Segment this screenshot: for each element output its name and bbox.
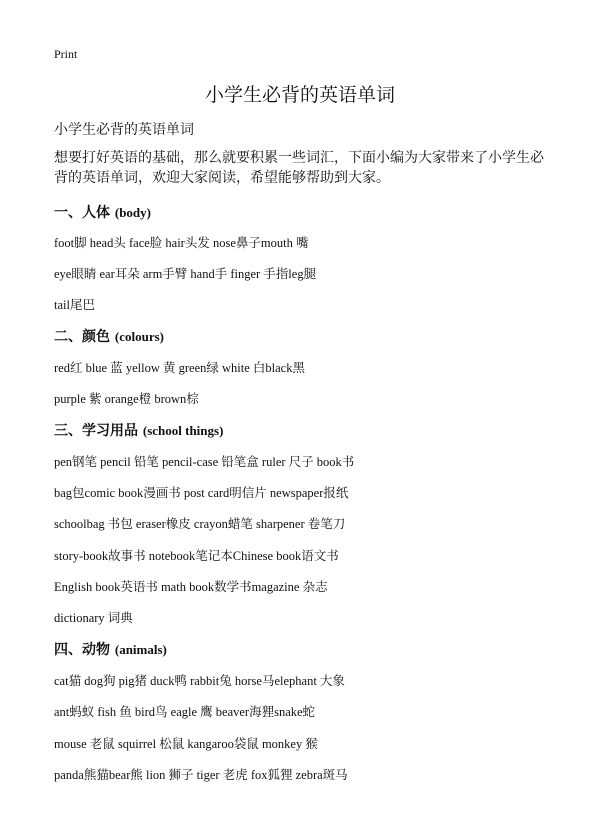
vocab-line: foot脚 head头 face脸 hair头发 nose鼻子mouth 嘴 — [54, 236, 309, 250]
vocab-line: English book英语书 math book数学书magazine 杂志 — [54, 580, 328, 594]
vocab-line: panda熊猫bear熊 lion 狮子 tiger 老虎 fox狐狸 zebra斑马 — [54, 768, 348, 782]
heading-cn: 一、人体 — [54, 205, 110, 221]
vocab-line: purple 紫 orange橙 brown棕 — [54, 392, 199, 406]
vocab-line: dictionary 词典 — [54, 611, 133, 625]
vocab-line: ant蚂蚁 fish 鱼 bird鸟 eagle 鹰 beaver海狸snake蛇 — [54, 705, 316, 719]
intro-paragraph: 想要打好英语的基础，那么就要积累一些词汇，下面小编为大家带来了小学生必背的英语单词，欢迎大家阅读，希望能够帮助到大家。 — [54, 150, 544, 186]
vocab-line: story-book故事书 notebook笔记本Chinese book语文书 — [54, 549, 339, 563]
print-label[interactable]: Print — [54, 47, 78, 61]
heading-cn: 二、颜色 — [54, 329, 110, 345]
article-subtitle: 小学生必背的英语单词 — [54, 122, 194, 138]
heading-en: (colours) — [114, 329, 164, 344]
vocab-line: bag包comic book漫画书 post card明信片 newspaper报纸 — [54, 486, 349, 500]
section-heading-school-things — [54, 420, 223, 440]
vocab-line: pen钢笔 pencil 铅笔 pencil-case 铅笔盒 ruler 尺子 book书 — [54, 455, 355, 469]
vocab-line: schoolbag 书包 eraser橡皮 crayon蜡笔 sharpener 卷笔刀 — [54, 517, 346, 531]
section-heading-animals — [54, 639, 167, 659]
heading-en: (school things) — [142, 423, 224, 438]
section-heading-colours — [54, 326, 164, 346]
heading-en: (animals) — [114, 642, 167, 657]
vocab-line: mouse 老鼠 squirrel 松鼠 kangaroo袋鼠 monkey 猴 — [54, 737, 318, 751]
vocab-line: eye眼睛 ear耳朵 arm手臂 hand手 finger 手指leg腿 — [54, 267, 317, 281]
vocab-line: cat猫 dog狗 pig猪 duck鸭 rabbit兔 horse马elephant 大象 — [54, 674, 345, 688]
vocab-line: tail尾巴 — [54, 298, 95, 312]
page-title: 小学生必背的英语单词 — [204, 84, 395, 106]
heading-cn: 三、学习用品 — [54, 423, 138, 439]
section-heading-body — [54, 202, 151, 222]
heading-cn: 四、动物 — [54, 642, 110, 658]
vocab-line: red红 blue 蓝 yellow 黄 green绿 white 白black黑 — [54, 361, 305, 375]
heading-en: (body) — [114, 205, 151, 220]
